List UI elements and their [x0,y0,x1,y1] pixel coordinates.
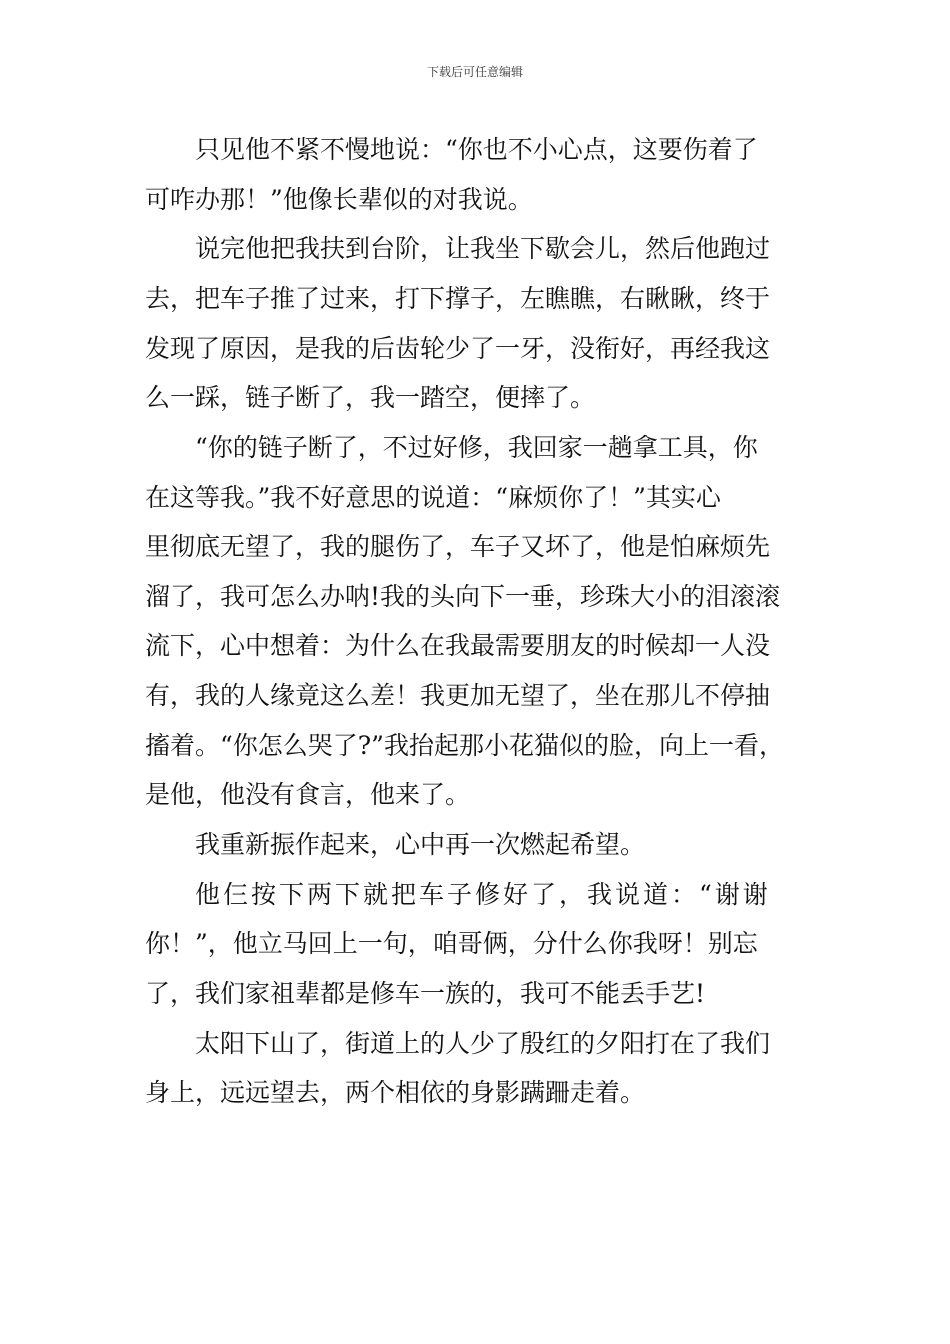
text-line: 太阳下山了，街道上的人少了殷红的夕阳打在了我们 [195,1029,771,1058]
text-line: 里彻底无望了，我的腿伤了，车子又坏了，他是怕麻烦先 [145,532,771,561]
text-line: 只见他不紧不慢地说：“你也不小心点，这要伤着了 [195,135,758,164]
text-line: 搐着。“你怎么哭了?”我抬起那小花猫似的脸，向上一看， [145,731,784,760]
text-line: 他仨按下两下就把车子修好了，我说道：“谢谢 [195,880,771,909]
text-line: 我重新振作起来，心中再一次燃起希望。 [195,830,646,859]
text-line: 是他，他没有食言，他来了。 [145,780,471,809]
text-line: 么一踩，链子断了，我一踏空，便摔了。 [145,383,596,412]
text-line: 溜了，我可怎么办呐!我的头向下一垂，珍珠大小的泪滚滚 [145,582,781,611]
text-line: “你的链子断了，不过好修，我回家一趟拿工具，你 [195,433,758,462]
text-line: 在这等我。”我不好意思的说道：“麻烦你了！”其实心 [145,483,721,512]
text-line: 可咋办那！”他像长辈似的对我说。 [145,185,533,214]
text-line: 发现了原因，是我的后齿轮少了一牙，没衔好，再经我这 [145,334,771,363]
text-line: 你！”，他立马回上一句，咱哥俩，分什么你我呀！别忘 [145,929,758,958]
text-line: 身上，远远望去，两个相依的身影蹒跚走着。 [145,1078,646,1107]
page-header: 下载后可任意编辑 [426,65,523,79]
text-line: 有，我的人缘竟这么差！我更加无望了，坐在那儿不停抽 [145,681,771,710]
text-line: 去，把车子推了过来，打下撑子，左瞧瞧，右瞅瞅，终于 [145,284,771,313]
text-line: 流下，心中想着：为什么在我最需要朋友的时候却一人没 [145,631,771,660]
text-line: 说完他把我扶到台阶，让我坐下歇会儿，然后他跑过 [195,234,771,263]
text-line: 了，我们家祖辈都是修车一族的，我可不能丢手艺! [145,979,706,1008]
